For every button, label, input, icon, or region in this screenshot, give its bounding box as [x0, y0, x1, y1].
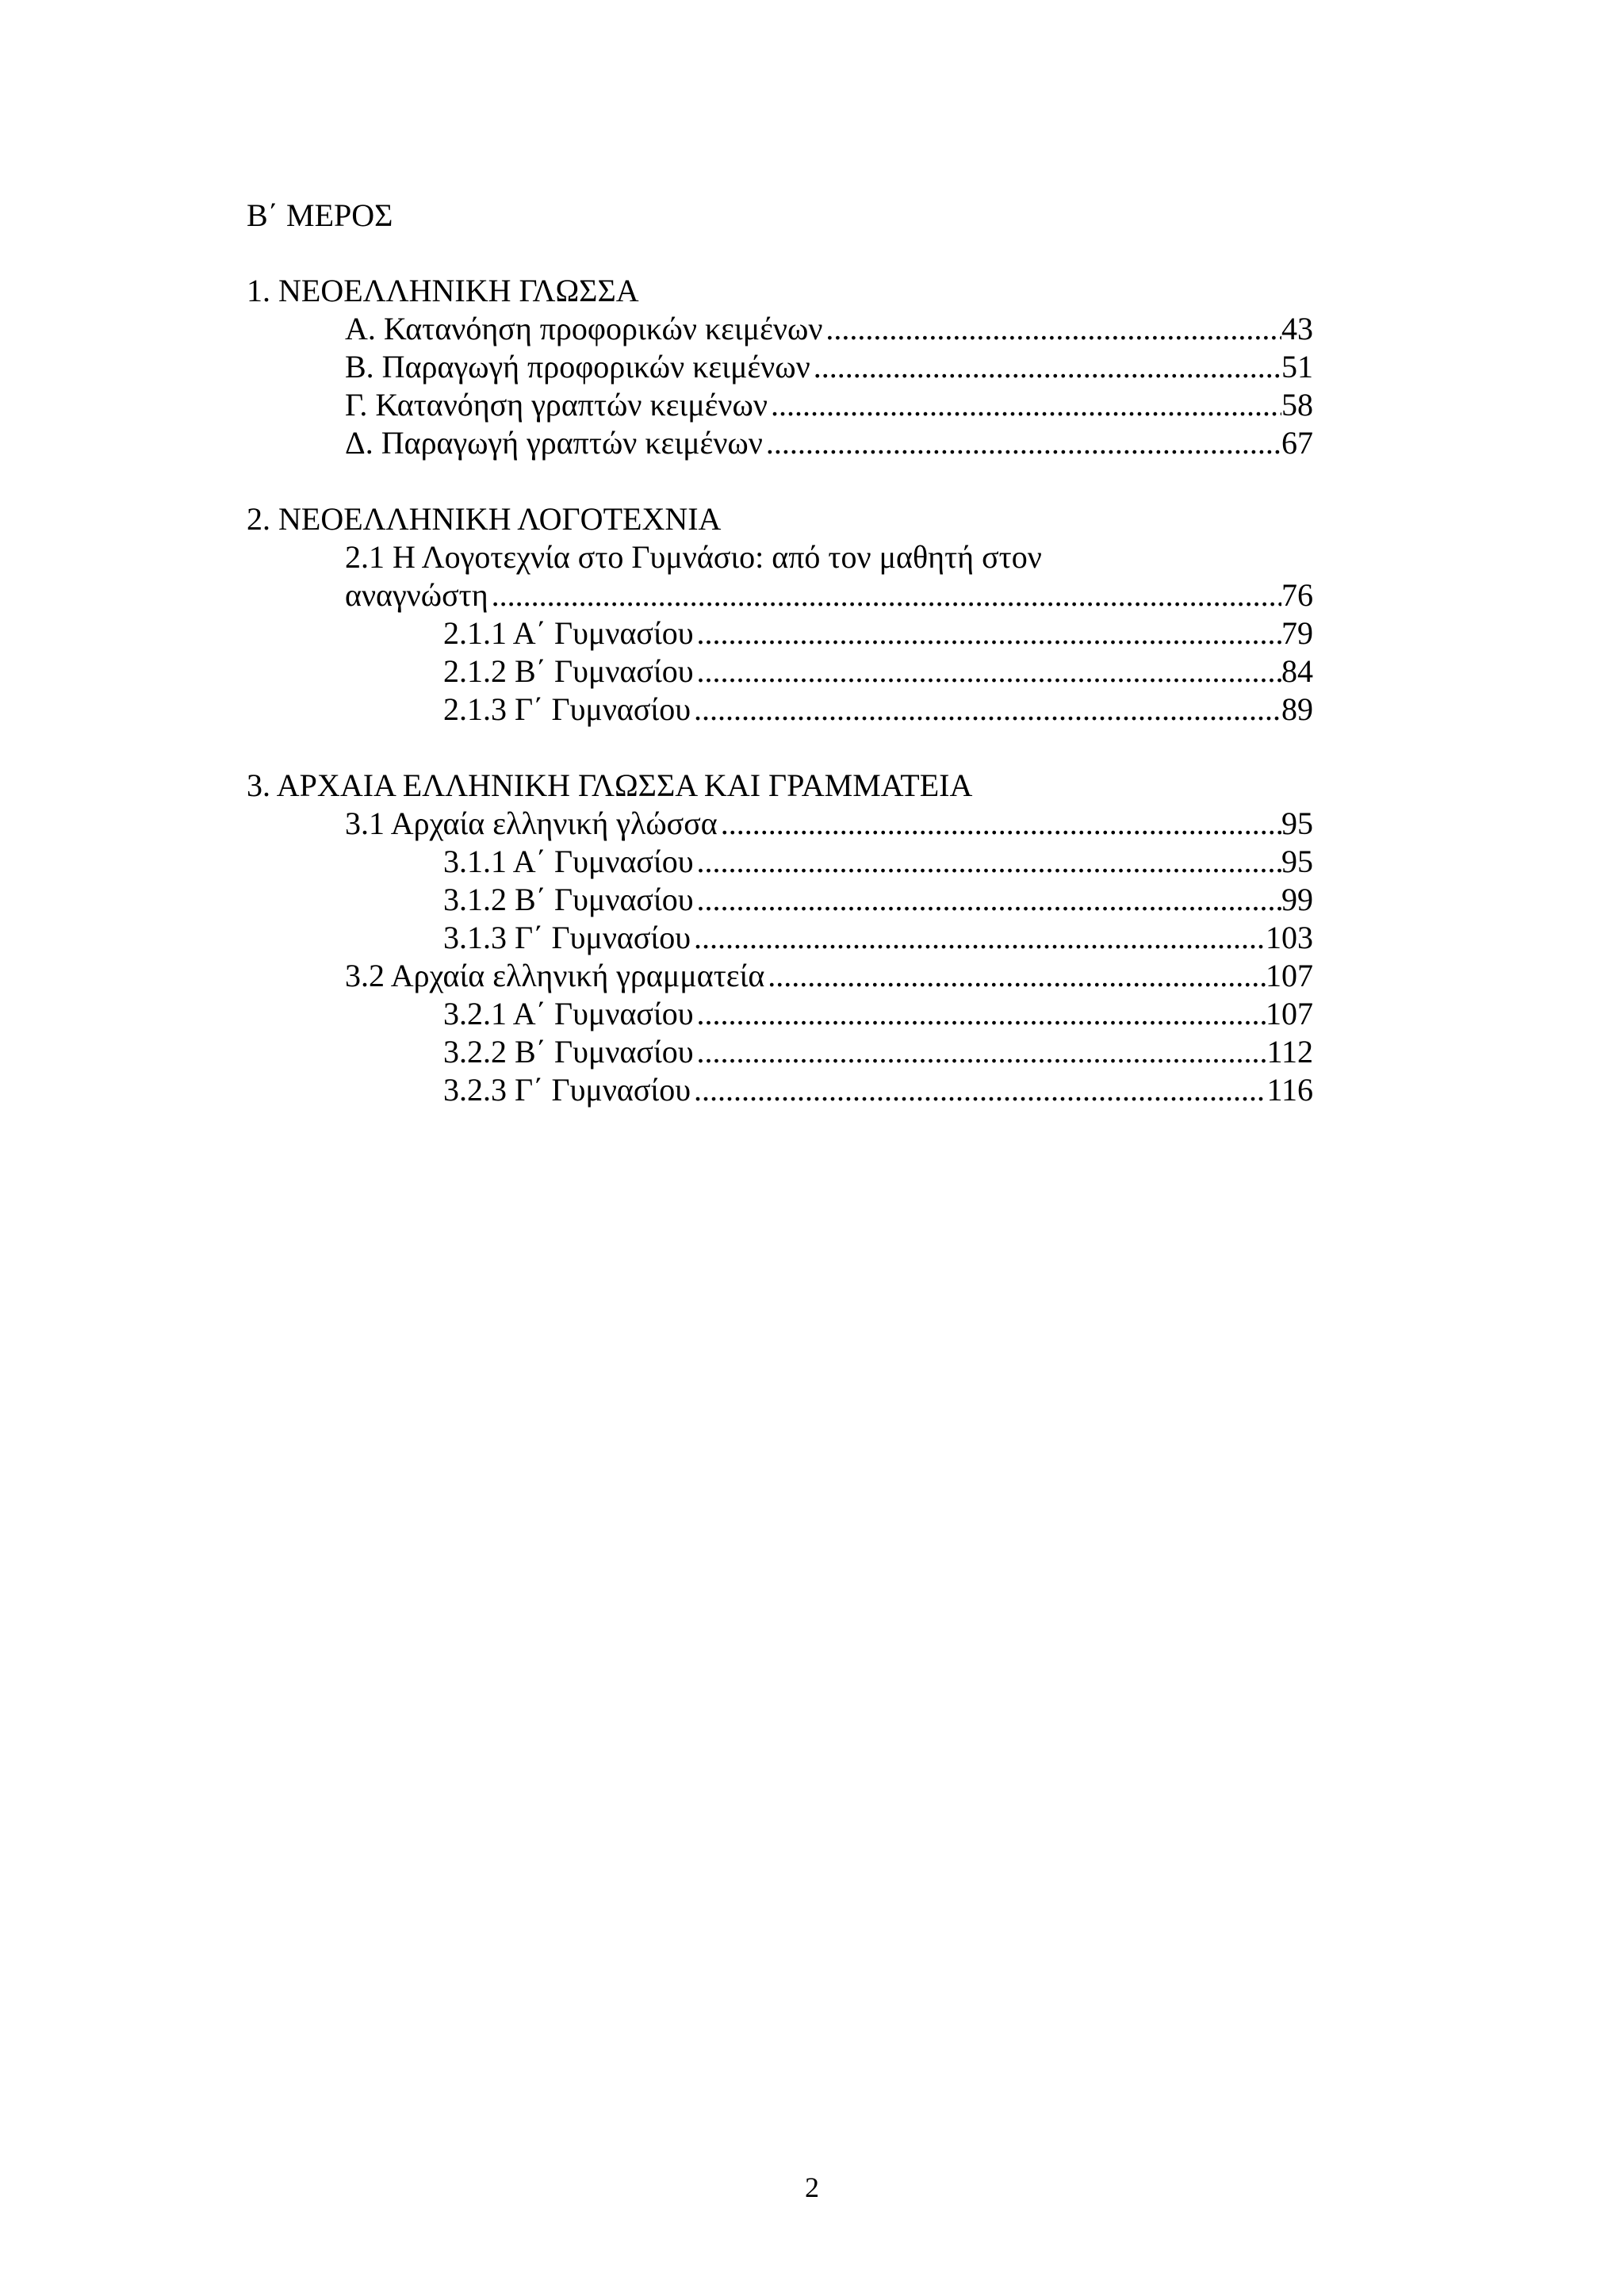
toc-entry[interactable]: [345, 424, 1313, 462]
section-heading-3: 3. ΑΡΧΑΙΑ ΕΛΛΗΝΙΚΗ ΓΛΩΣΣΑ ΚΑΙ ΓΡΑΜΜΑΤΕΙΑ: [247, 767, 973, 803]
toc-entry-page: 76: [1281, 577, 1313, 613]
toc-entry-page: 107: [1266, 996, 1313, 1031]
toc-entry[interactable]: [443, 1033, 1313, 1071]
dot-leader: [694, 995, 1266, 1033]
section-spacer: [247, 729, 1313, 767]
toc-entry-text: 3.2.3 Γ΄ Γυμνασίου: [443, 1072, 691, 1108]
toc-entry-page: 67: [1281, 425, 1313, 461]
toc-entry[interactable]: [345, 957, 1313, 995]
part-title: Β΄ ΜΕΡΟΣ: [247, 197, 393, 233]
dot-leader: [694, 1033, 1267, 1071]
toc-entry-text: Δ. Παραγωγή γραπτών κειμένων: [345, 425, 763, 461]
toc-entry-text: αναγνώστη: [345, 577, 488, 613]
dot-leader: [691, 919, 1266, 957]
page-number: 2: [805, 2172, 819, 2203]
toc-entry[interactable]: [443, 995, 1313, 1033]
dot-leader: [810, 348, 1281, 386]
toc-entry-page: 95: [1281, 844, 1313, 879]
toc-entry-text: 3.2.1 Α΄ Γυμνασίου: [443, 996, 694, 1031]
toc-entry[interactable]: [443, 614, 1313, 652]
dot-leader: [763, 424, 1281, 462]
toc-entry[interactable]: [443, 691, 1313, 729]
toc-entry[interactable]: [345, 386, 1313, 424]
dot-leader: [764, 957, 1266, 995]
section-spacer: [247, 462, 1313, 500]
dot-leader: [691, 691, 1281, 729]
toc-entry-page: 112: [1266, 1034, 1313, 1070]
dot-leader: [694, 843, 1281, 881]
toc-entry-text: Β. Παραγωγή προφορικών κειμένων: [345, 349, 810, 385]
toc-entry-page: 89: [1281, 691, 1313, 727]
toc-entry-page: 79: [1281, 615, 1313, 651]
dot-leader: [694, 881, 1281, 919]
toc-entry-text: 3.1.1 Α΄ Γυμνασίου: [443, 844, 694, 879]
toc-entry-page: 103: [1266, 920, 1313, 955]
toc-entry-page: 99: [1281, 882, 1313, 917]
toc-entry[interactable]: [443, 919, 1313, 957]
toc-entry-page: 107: [1266, 958, 1313, 993]
toc-entry-page: 58: [1281, 387, 1313, 423]
toc-entry[interactable]: [443, 881, 1313, 919]
toc-entry[interactable]: [345, 310, 1313, 348]
toc-entry[interactable]: [345, 576, 1313, 614]
section-heading-1: 1. ΝΕΟΕΛΛΗΝΙΚΗ ΓΛΩΣΣΑ: [247, 273, 639, 308]
toc-entry[interactable]: [443, 652, 1313, 691]
toc-entry[interactable]: [345, 348, 1313, 386]
dot-leader: [488, 576, 1281, 614]
table-of-contents: [247, 272, 1313, 1109]
toc-entry-text: Γ. Κατανόηση γραπτών κειμένων: [345, 387, 768, 423]
dot-leader: [691, 1071, 1266, 1109]
section-heading-2: 2. ΝΕΟΕΛΛΗΝΙΚΗ ΛΟΓΟΤΕΧΝΙΑ: [247, 501, 722, 537]
toc-entry-text: 2.1.3 Γ΄ Γυμνασίου: [443, 691, 691, 727]
toc-entry-text: 3.2 Αρχαία ελληνική γραμματεία: [345, 958, 765, 993]
toc-entry[interactable]: [443, 843, 1313, 881]
toc-entry-text: 3.1.3 Γ΄ Γυμνασίου: [443, 920, 691, 955]
toc-entry-page: 51: [1281, 349, 1313, 385]
toc-entry-text: 2.1.1 Α΄ Γυμνασίου: [443, 615, 694, 651]
dot-leader: [694, 652, 1281, 691]
dot-leader: [768, 386, 1281, 424]
toc-entry[interactable]: [443, 1071, 1313, 1109]
toc-entry-page: 95: [1281, 806, 1313, 841]
dot-leader: [822, 310, 1281, 348]
dot-leader: [718, 805, 1281, 843]
toc-entry-page: 43: [1281, 311, 1313, 346]
toc-entry-page: 84: [1281, 653, 1313, 689]
toc-entry-text: 3.2.2 Β΄ Γυμνασίου: [443, 1034, 694, 1070]
toc-entry-text: 3.1.2 Β΄ Γυμνασίου: [443, 882, 694, 917]
toc-entry-text-line1[interactable]: 2.1 Η Λογοτεχνία στο Γυμνάσιο: από τον μαθητή στον: [345, 539, 1042, 575]
toc-entry-text: Α. Κατανόηση προφορικών κειμένων: [345, 311, 823, 346]
toc-entry-page: 116: [1266, 1072, 1313, 1108]
toc-entry-text: 2.1.2 Β΄ Γυμνασίου: [443, 653, 694, 689]
toc-entry-text: 3.1 Αρχαία ελληνική γλώσσα: [345, 806, 718, 841]
dot-leader: [694, 614, 1281, 652]
toc-entry[interactable]: [345, 805, 1313, 843]
